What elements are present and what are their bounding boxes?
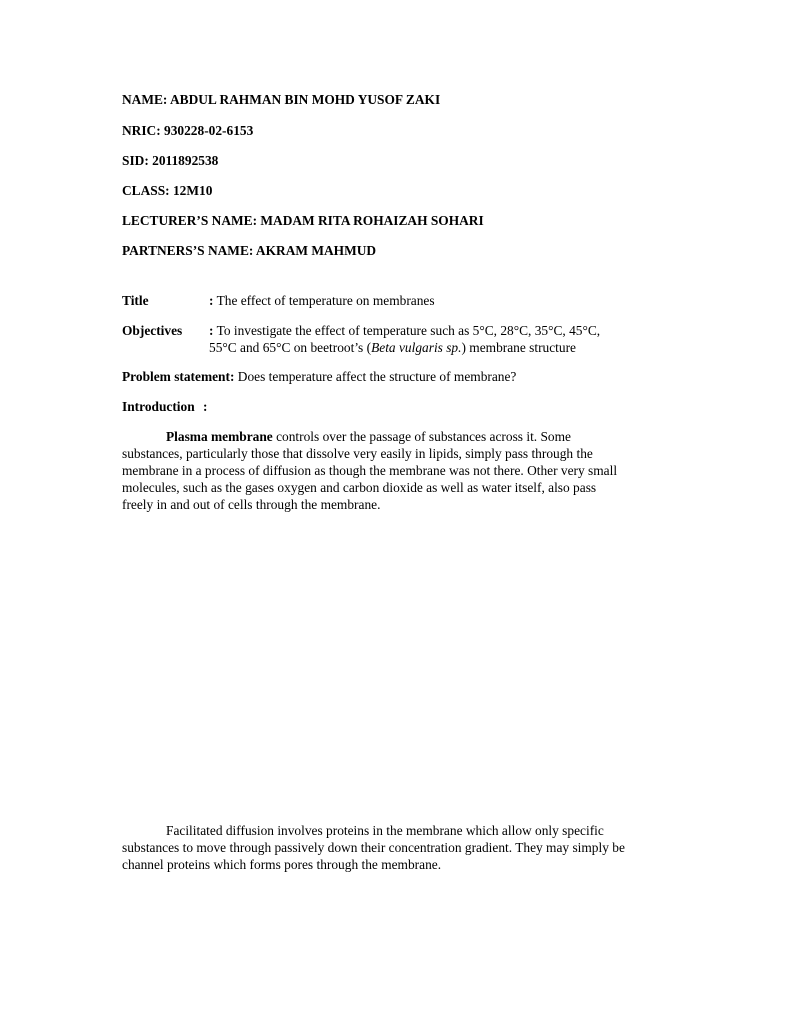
paragraph1-line1 (166, 428, 726, 445)
title-value-row (209, 292, 679, 309)
paragraph1-line5: freely in and out of cells through the membrane. (122, 497, 381, 512)
introduction-label: Introduction (122, 399, 195, 414)
objectives-species-italic: Beta vulgaris sp. (371, 340, 462, 355)
partner-name: PARTNERS’S NAME: AKRAM MAHMUD (122, 243, 377, 258)
title-colon: : (209, 293, 214, 308)
student-name: NAME: ABDUL RAHMAN BIN MOHD YUSOF ZAKI (122, 92, 441, 107)
paragraph1-line2: substances, particularly those that dissolve very easily in lipids, simply pass through the (122, 446, 593, 461)
objectives-text-line2-after: ) membrane structure (461, 340, 576, 355)
objectives-text-line2-before: 55°C and 65°C on beetroot’s ( (209, 340, 372, 355)
title-label: Title (122, 293, 149, 308)
objectives-colon: : (209, 323, 214, 338)
paragraph1-line3: membrane in a process of diffusion as though the membrane was not there. Other very small (122, 463, 618, 478)
student-nric: NRIC: 930228-02-6153 (122, 123, 254, 138)
problem-statement (122, 368, 682, 385)
problem-value: Does temperature affect the structure of membrane? (237, 369, 517, 384)
objectives-line2 (209, 339, 679, 356)
paragraph2-line2: substances to move through passively down their concentration gradient. They may simply be (122, 840, 625, 855)
paragraph2-line1: Facilitated diffusion involves proteins in the membrane which allow only specific (166, 823, 604, 838)
paragraph1-line4: molecules, such as the gases oxygen and carbon dioxide as well as water itself, also pass (122, 480, 597, 495)
objectives-label: Objectives (122, 323, 183, 338)
problem-label: Problem statement: (122, 369, 235, 384)
plasma-membrane-bold: Plasma membrane (166, 429, 273, 444)
introduction-heading (122, 398, 682, 415)
objectives-text-line1: To investigate the effect of temperature such as 5°C, 28°C, 35°C, 45°C, (216, 323, 601, 338)
objectives-line1 (209, 322, 679, 339)
introduction-colon: : (203, 399, 208, 414)
student-sid: SID: 2011892538 (122, 153, 219, 168)
lecturer-name: LECTURER’S NAME: MADAM RITA ROHAIZAH SOHARI (122, 213, 484, 228)
title-value: The effect of temperature on membranes (216, 293, 435, 308)
paragraph1-text-line1: controls over the passage of substances across it. Some (276, 429, 571, 444)
student-class: CLASS: 12M10 (122, 183, 213, 198)
paragraph2-line3: channel proteins which forms pores through the membrane. (122, 857, 442, 872)
